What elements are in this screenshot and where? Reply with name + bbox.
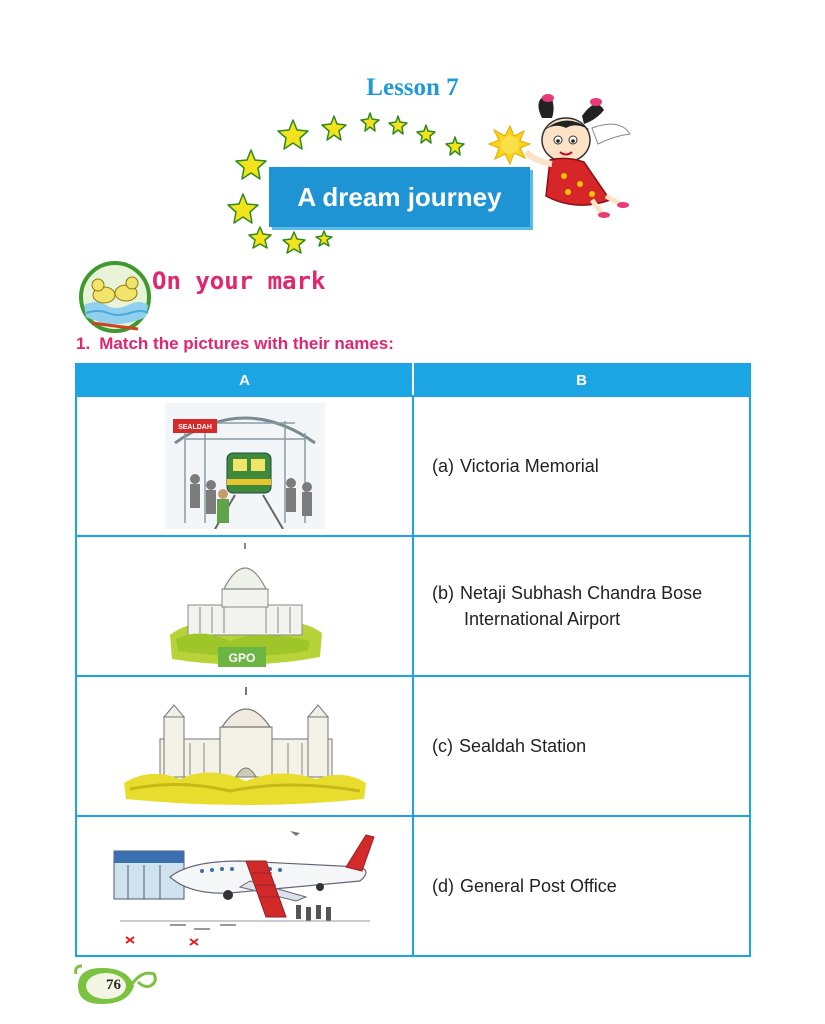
memorial-building-illustration (120, 687, 370, 805)
ducks-badge-icon (76, 261, 154, 333)
picture-cell (76, 536, 413, 676)
list-item (432, 453, 749, 479)
star-icon (249, 227, 271, 248)
star-icon (316, 231, 332, 246)
sun-icon (489, 126, 530, 164)
name-cell (413, 536, 750, 676)
table-row (76, 536, 750, 676)
station-sign: SEALDAH (177, 424, 212, 431)
star-icon (322, 116, 346, 140)
railway-station-illustration (165, 403, 325, 529)
option-text: Victoria Memorial (460, 456, 599, 476)
domed-building-illustration (160, 543, 330, 669)
list-item (432, 733, 749, 759)
table-row (76, 396, 750, 536)
table-header-row (76, 364, 750, 396)
option-text-line-2: International Airport (464, 609, 621, 629)
column-header-a: A (76, 364, 413, 396)
star-icon (278, 120, 308, 149)
question-text: Match the pictures with their names: (99, 334, 394, 353)
section-heading: On your mark (152, 267, 326, 295)
name-cell (413, 816, 750, 956)
name-cell (413, 396, 750, 536)
picture-cell (76, 396, 413, 536)
star-icon (417, 125, 435, 143)
picture-cell (76, 676, 413, 816)
list-item (432, 580, 749, 632)
question-prompt (76, 334, 394, 354)
airport-airplane-illustration (110, 821, 380, 951)
table-row (76, 816, 750, 956)
star-icon (446, 137, 464, 155)
question-number: 1. (76, 334, 91, 353)
star-icon (236, 150, 266, 179)
option-label: (d) (432, 876, 454, 896)
picture-cell (76, 816, 413, 956)
girl-with-sun-illustration (480, 88, 640, 218)
star-icon (283, 232, 305, 253)
option-text: Netaji Subhash Chandra Bose (460, 583, 703, 603)
star-icon (389, 116, 407, 134)
matching-table (75, 363, 751, 957)
option-text: General Post Office (460, 876, 617, 896)
option-label: (c) (432, 736, 453, 756)
option-text: Sealdah Station (459, 736, 587, 756)
name-cell (413, 676, 750, 816)
star-icon (228, 194, 258, 223)
lesson-number: Lesson 7 (366, 74, 459, 101)
table-row (76, 676, 750, 816)
lesson-title: A dream journey (269, 167, 530, 227)
page-number-badge (72, 962, 160, 1008)
star-icon (361, 113, 379, 131)
list-item (432, 873, 749, 899)
column-header-b: B (413, 364, 750, 396)
page-number: 76 (106, 977, 121, 993)
option-label: (a) (432, 456, 454, 476)
option-label: (b) (432, 583, 454, 603)
gpo-sign: GPO (228, 651, 255, 665)
